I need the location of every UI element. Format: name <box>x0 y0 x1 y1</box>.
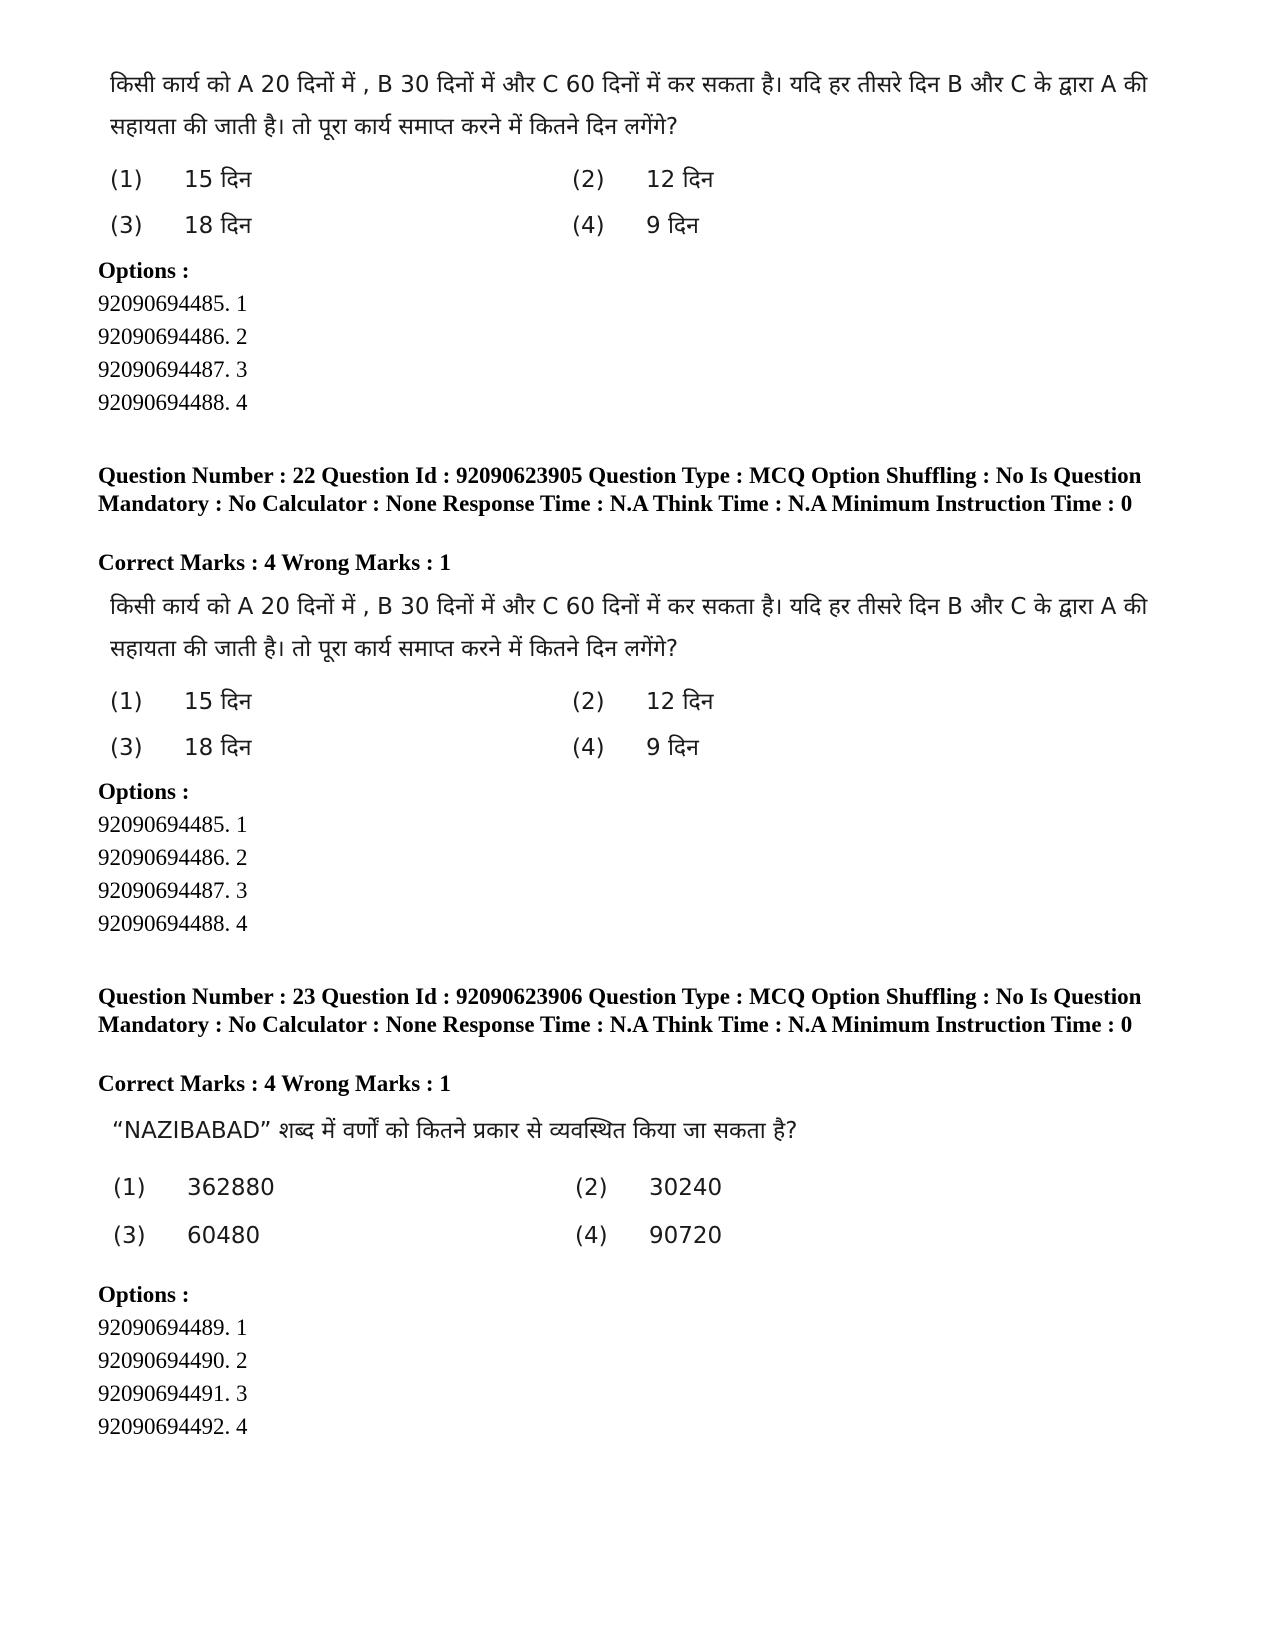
choice-value: 12 दिन <box>646 167 714 193</box>
choice-2 <box>572 682 714 722</box>
choice-value: 12 दिन <box>646 689 714 715</box>
choice-1 <box>110 160 252 200</box>
options-heading: Options : <box>98 258 190 283</box>
choice-value: 60480 <box>187 1223 261 1249</box>
option-id: 92090694487. 3 <box>98 878 248 903</box>
choice-number: (1) <box>110 689 143 715</box>
choice-2 <box>575 1168 722 1208</box>
choice-value: 9 दिन <box>646 213 699 239</box>
choice-number: (1) <box>110 167 143 193</box>
choice-value: 362880 <box>187 1175 275 1201</box>
choice-value: 90720 <box>649 1223 723 1249</box>
options-heading: Options : <box>98 1282 190 1307</box>
option-id: 92090694492. 4 <box>98 1414 248 1439</box>
choice-number: (3) <box>110 735 143 761</box>
option-id: 92090694485. 1 <box>98 291 248 316</box>
option-id: 92090694487. 3 <box>98 357 248 382</box>
option-id: 92090694486. 2 <box>98 845 248 870</box>
option-id: 92090694485. 1 <box>98 812 248 837</box>
choice-number: (4) <box>572 213 605 239</box>
option-id: 92090694490. 2 <box>98 1348 248 1373</box>
question-meta: Question Number : 22 Question Id : 92090623905 Question Type : MCQ Option Shuffling : No Is Question Mandatory : No Calculator : None Response Time : N.A Think Time : N.A Minimum Instruction Time : 0 <box>98 463 1142 516</box>
choice-number: (1) <box>113 1175 146 1201</box>
option-id: 92090694488. 4 <box>98 911 248 936</box>
choice-number: (4) <box>572 735 605 761</box>
choice-3 <box>113 1216 260 1256</box>
marks-info: Correct Marks : 4 Wrong Marks : 1 <box>98 550 451 575</box>
choice-4 <box>572 728 699 768</box>
choice-3 <box>110 206 252 246</box>
choice-number: (4) <box>575 1223 608 1249</box>
question-meta: Question Number : 23 Question Id : 92090623906 Question Type : MCQ Option Shuffling : No Is Question Mandatory : No Calculator : None Response Time : N.A Think Time : N.A Minimum Instruction Time : 0 <box>98 984 1142 1037</box>
choice-value: 18 दिन <box>184 735 252 761</box>
option-id: 92090694488. 4 <box>98 390 248 415</box>
options-heading: Options : <box>98 779 190 804</box>
answer-choices <box>110 160 1170 256</box>
answer-choices <box>110 682 1170 778</box>
choice-4 <box>575 1216 722 1256</box>
choice-1 <box>113 1168 275 1208</box>
choice-4 <box>572 206 699 246</box>
option-id: 92090694491. 3 <box>98 1381 248 1406</box>
choice-value: 30240 <box>649 1175 723 1201</box>
choice-number: (3) <box>113 1223 146 1249</box>
choice-1 <box>110 682 252 722</box>
marks-info: Correct Marks : 4 Wrong Marks : 1 <box>98 1071 451 1096</box>
choice-value: 15 दिन <box>184 689 252 715</box>
choice-number: (2) <box>572 167 605 193</box>
choice-number: (2) <box>575 1175 608 1201</box>
choice-2 <box>572 160 714 200</box>
answer-choices <box>113 1168 1173 1264</box>
question-text: किसी कार्य को A 20 दिनों में , B 30 दिनों में और C 60 दिनों में कर सकता है। यदि हर तीसरे दिन B और C के द्वारा A की सहायता की जाती है। तो पूरा कार्य समाप्त करने में कितने दिन लगेंगे? <box>110 72 1148 140</box>
choice-value: 15 दिन <box>184 167 252 193</box>
option-id: 92090694489. 1 <box>98 1315 248 1340</box>
choice-number: (2) <box>572 689 605 715</box>
option-id: 92090694486. 2 <box>98 324 248 349</box>
choice-value: 18 दिन <box>184 213 252 239</box>
question-text: किसी कार्य को A 20 दिनों में , B 30 दिनों में और C 60 दिनों में कर सकता है। यदि हर तीसरे दिन B और C के द्वारा A की सहायता की जाती है। तो पूरा कार्य समाप्त करने में कितने दिन लगेंगे? <box>110 594 1148 662</box>
question-text: “NAZIBABAD” शब्द में वर्णों को कितने प्रकार से व्यवस्थित किया जा सकता है? <box>112 1118 798 1144</box>
choice-value: 9 दिन <box>646 735 699 761</box>
choice-number: (3) <box>110 213 143 239</box>
choice-3 <box>110 728 252 768</box>
